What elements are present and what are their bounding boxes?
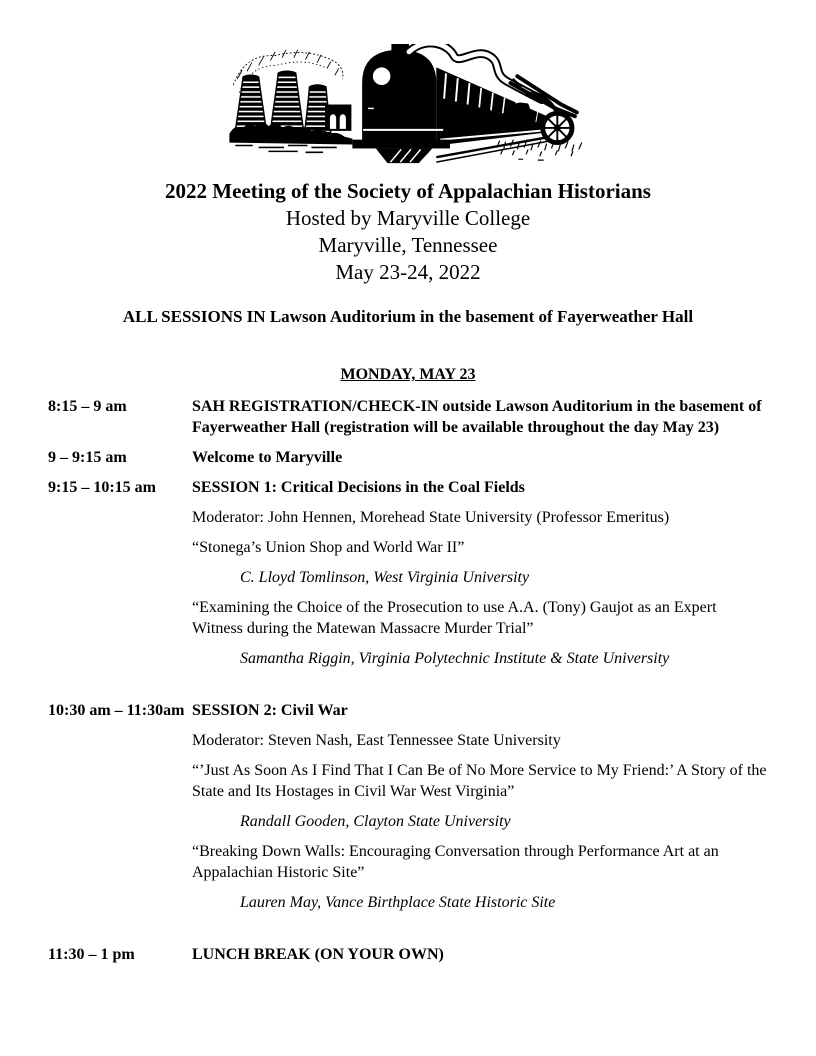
schedule-row-registration (48, 396, 768, 438)
train-illustration (48, 44, 768, 166)
event-title: SAH REGISTRATION/CHECK-IN outside Lawson Auditorium in the basement of Fayerweather Hall (registration will be available throughout the day May 23) (192, 398, 762, 436)
schedule-list (48, 396, 768, 965)
session-title: SESSION 2: Civil War (192, 702, 348, 719)
event-title: LUNCH BREAK (ON YOUR OWN) (192, 946, 444, 963)
time-label: 10:30 am – 11:30am (48, 702, 185, 719)
page-title: 2022 Meeting of the Society of Appalachian Historians (165, 179, 651, 203)
venue-note: ALL SESSIONS IN Lawson Auditorium in the basement of Fayerweather Hall (122, 307, 694, 326)
event-content (192, 396, 768, 438)
moderator-line: Moderator: John Hennen, Morehead State University (Professor Emeritus) (192, 509, 670, 526)
schedule-row-session-2 (48, 700, 768, 913)
event-content (192, 477, 768, 669)
time-label: 9:15 – 10:15 am (48, 479, 156, 496)
dates-line: May 23-24, 2022 (335, 260, 481, 284)
location-line: Maryville, Tennessee (318, 233, 498, 257)
speaker-attribution: Samantha Riggin, Virginia Polytechnic Institute & State University (240, 650, 670, 667)
paper-title: “’Just As Soon As I Find That I Can Be of No More Service to My Friend:’ A Story of the State and Its Hostages in Civil War West Virginia” (192, 762, 767, 800)
schedule-row-session-1 (48, 477, 768, 669)
paper-title: “Stonega’s Union Shop and World War II” (192, 539, 465, 556)
time-label: 9 – 9:15 am (48, 449, 127, 466)
moderator-line: Moderator: Steven Nash, East Tennessee State University (192, 732, 561, 749)
day-header-monday: MONDAY, MAY 23 (340, 366, 476, 383)
power-plant-art (229, 50, 352, 152)
event-content (192, 700, 768, 913)
event-content (192, 447, 768, 468)
paper-title: “Examining the Choice of the Prosecution to use A.A. (Tony) Gaujot as an Expert Witness during the Matewan Massacre Murder Trial” (192, 599, 717, 637)
speaker-attribution: Lauren May, Vance Birthplace State Historic Site (240, 894, 556, 911)
schedule-row-welcome (48, 447, 768, 468)
paper-title: “Breaking Down Walls: Encouraging Conversation through Performance Art at an Appalachian Historic Site” (192, 843, 719, 881)
train-clipart-svg (226, 44, 590, 166)
document-header (48, 178, 768, 286)
event-content (192, 944, 768, 965)
time-label: 11:30 – 1 pm (48, 946, 135, 963)
schedule-row-lunch (48, 944, 768, 965)
time-label: 8:15 – 9 am (48, 398, 127, 415)
speaker-attribution: Randall Gooden, Clayton State University (240, 813, 511, 830)
session-title: SESSION 1: Critical Decisions in the Coal Fields (192, 479, 525, 496)
speaker-attribution: C. Lloyd Tomlinson, West Virginia University (240, 569, 530, 586)
event-title: Welcome to Maryville (192, 449, 343, 466)
host-line: Hosted by Maryville College (285, 206, 531, 230)
